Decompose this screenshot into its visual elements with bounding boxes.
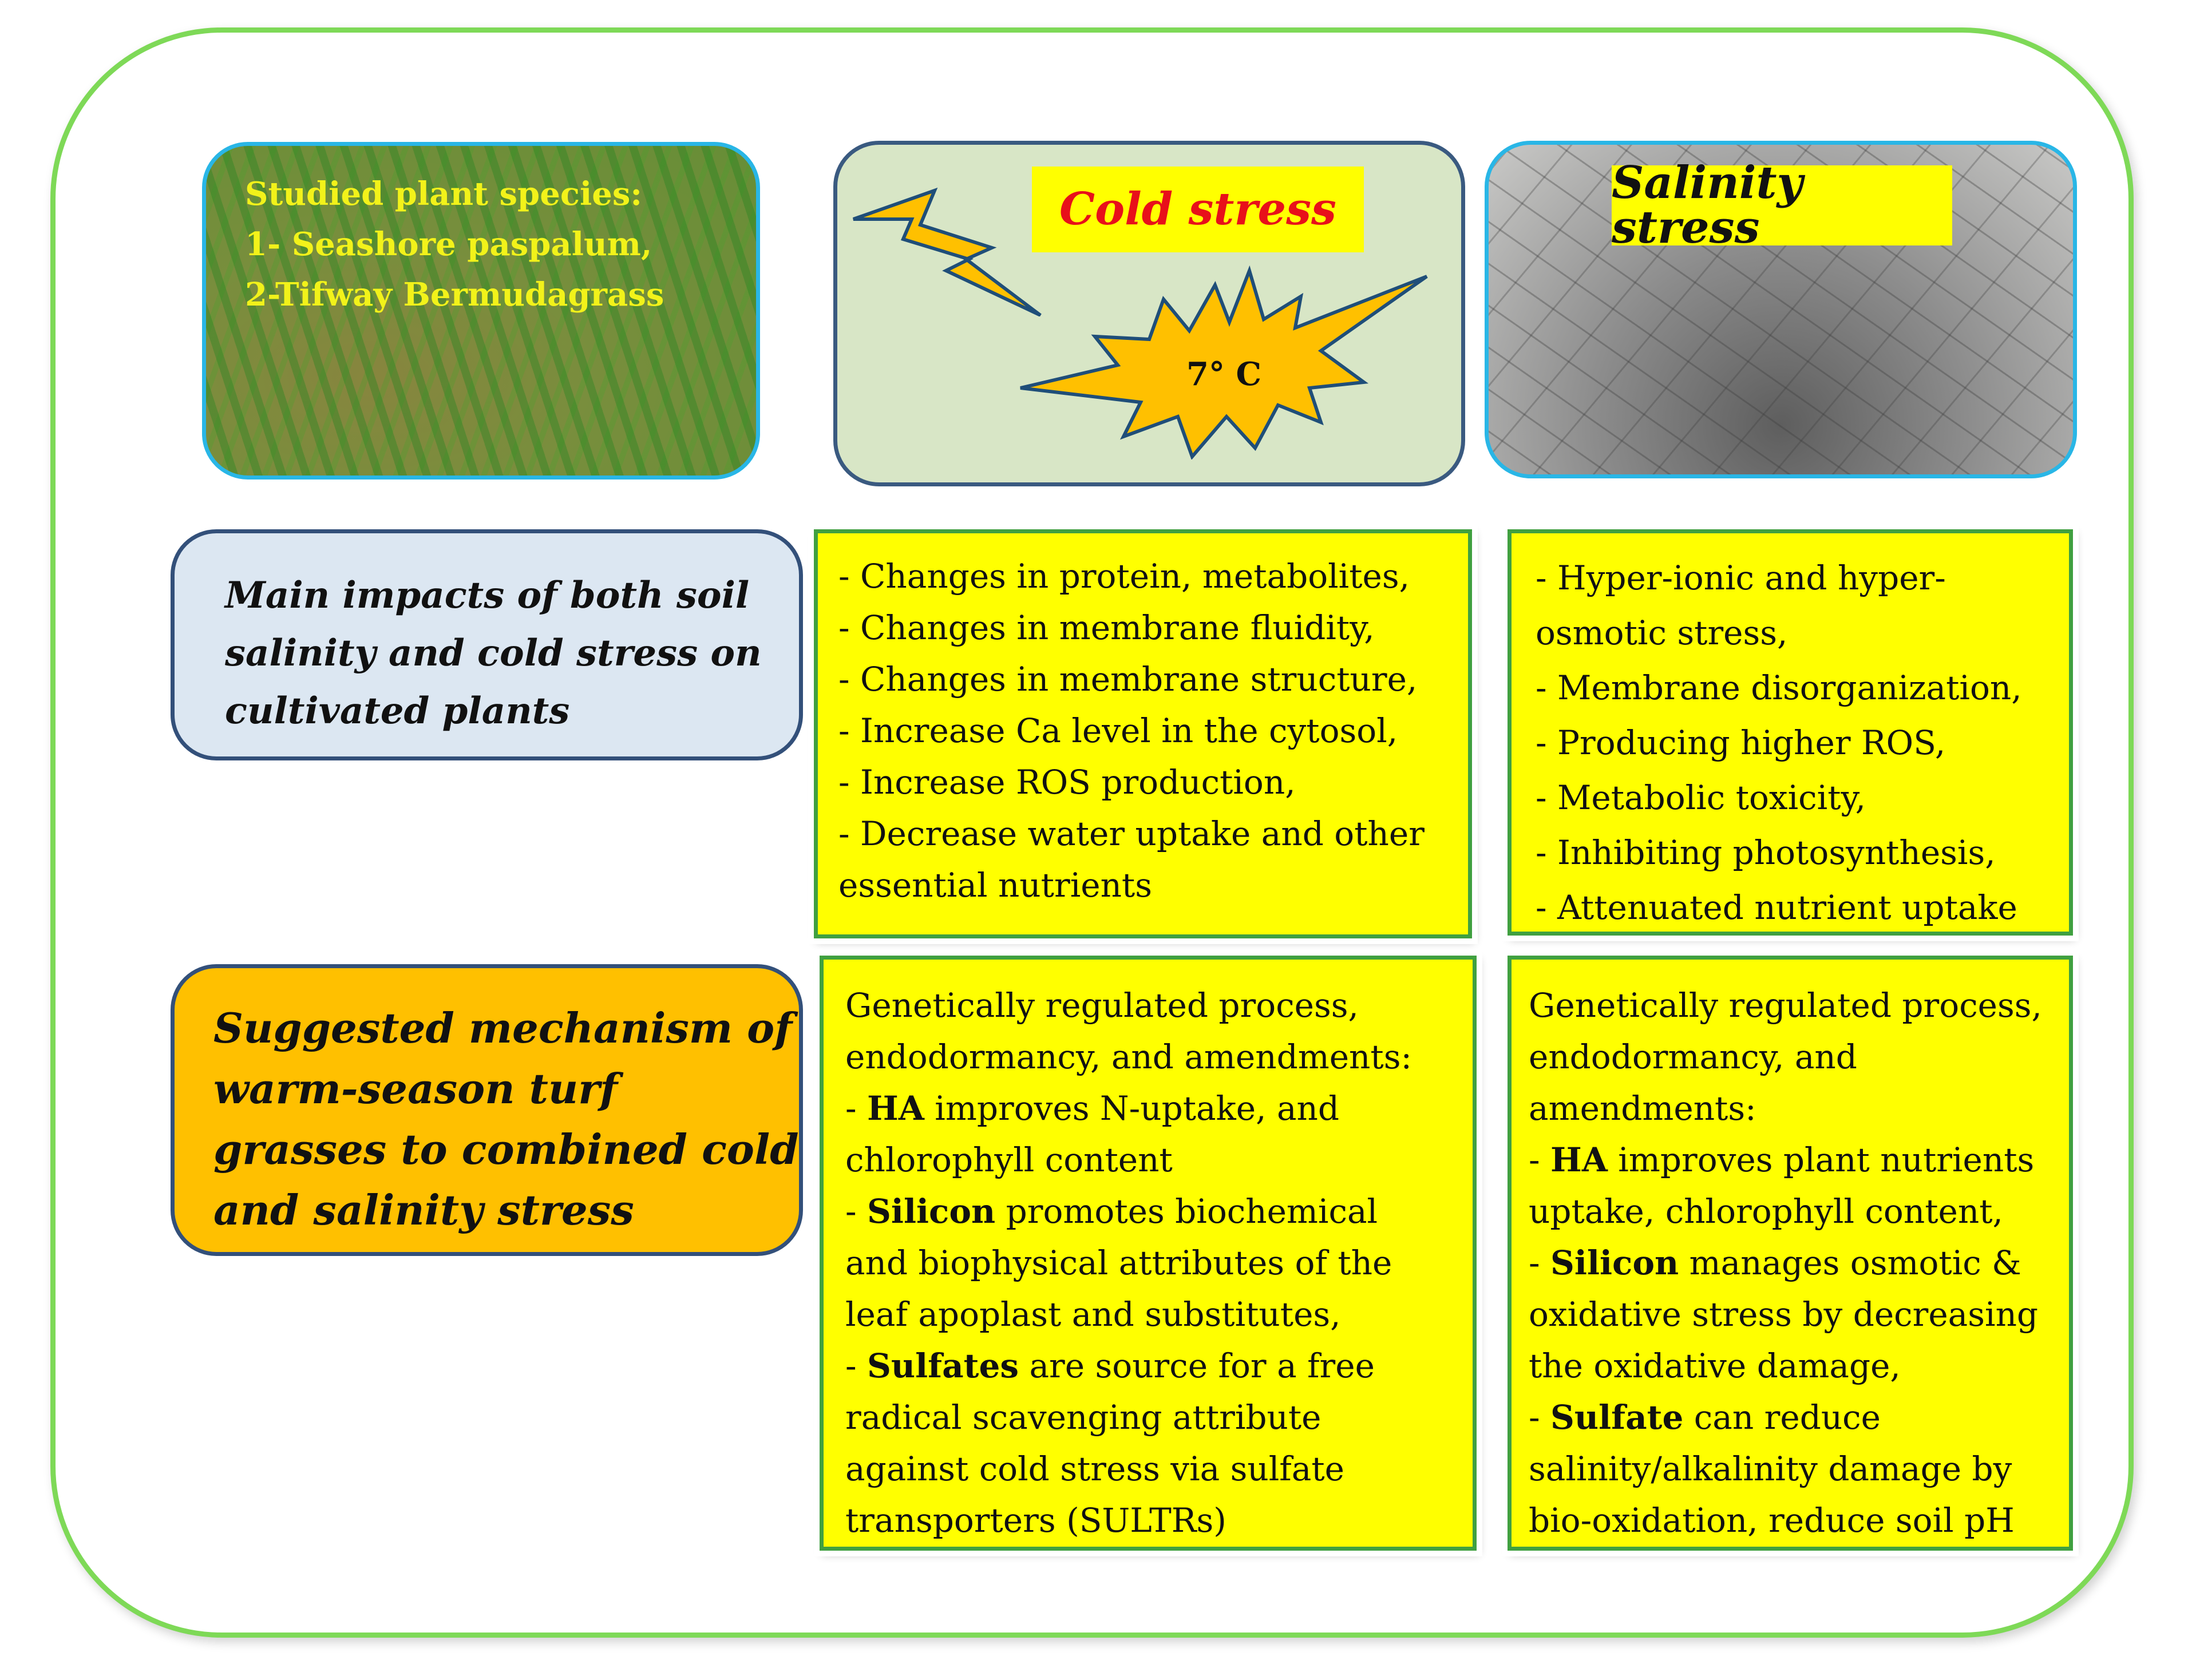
cold-mech-ha-term: HA xyxy=(867,1089,924,1128)
salt-mech-ha-text: improves plant nutrients xyxy=(1607,1140,2035,1179)
cold-impact-item: - Increase ROS production, xyxy=(838,763,1296,802)
impacts-label-line-1: Main impacts of both soil xyxy=(225,574,750,617)
cold-impact-item: - Changes in membrane structure, xyxy=(838,660,1418,699)
species-text xyxy=(245,169,664,320)
salt-mech-su-term: Sulfate xyxy=(1550,1398,1684,1437)
salt-mech-intro-1: Genetically regulated process, xyxy=(1529,986,2042,1025)
salinity-stress-label: Salinity stress xyxy=(1612,165,1952,245)
cold-impacts-box xyxy=(814,529,1472,938)
salt-mech-ha-line-2: uptake, chlorophyll content, xyxy=(1529,1192,2003,1231)
salt-mech-ha-term: HA xyxy=(1550,1140,1608,1179)
salinity-impact-item: - Metabolic toxicity, xyxy=(1536,778,1866,817)
mechanism-label-line-1: Suggested mechanism of xyxy=(213,1004,793,1052)
mechanism-label-line-2: warm-season turf xyxy=(213,1064,618,1113)
cold-mech-su-line: - Sulfates are source for a free xyxy=(845,1346,1375,1385)
salt-mech-si-text: manages osmotic & xyxy=(1679,1243,2021,1282)
salt-mech-su-text: can reduce xyxy=(1683,1398,1881,1437)
temperature-text: 7° C xyxy=(1186,355,1262,393)
salinity-mechanism-box xyxy=(1508,956,2073,1551)
cold-stress-label: Cold stress xyxy=(1032,167,1364,252)
cold-mech-ha-text: improves N-uptake, and xyxy=(924,1089,1340,1128)
impacts-label-line-2: salinity and cold stress on xyxy=(225,632,762,675)
cold-impact-item: - Decrease water uptake and other xyxy=(838,814,1425,853)
cold-mechanism-box xyxy=(820,956,1477,1551)
cold-mech-su-text: are source for a free xyxy=(1019,1346,1375,1385)
salinity-impact-item: - Attenuated nutrient uptake xyxy=(1536,888,2017,927)
salt-mech-intro-2: endodormancy, and xyxy=(1529,1037,1857,1076)
cold-mech-ha-line: - HA improves N-uptake, and xyxy=(845,1089,1340,1128)
cold-mech-intro-1: Genetically regulated process, xyxy=(845,986,1359,1025)
salinity-impact-item: - Producing higher ROS, xyxy=(1536,723,1946,762)
salt-mech-intro-3: amendments: xyxy=(1529,1089,1756,1128)
salt-mech-su-line-2: salinity/alkalinity damage by xyxy=(1529,1449,2012,1488)
cold-mech-su-line-3: against cold stress via sulfate xyxy=(845,1449,1344,1488)
species-item-2: 2-Tifway Bermudagrass xyxy=(245,276,664,314)
salt-mech-su-line-3: bio-oxidation, reduce soil pH xyxy=(1529,1501,2015,1540)
salt-mech-ha-line: - HA improves plant nutrients xyxy=(1529,1140,2035,1179)
species-title: Studied plant species: xyxy=(245,175,643,213)
cold-impact-item: essential nutrients xyxy=(838,866,1152,905)
salt-mech-su-line: - Sulfate can reduce xyxy=(1529,1398,1881,1437)
impacts-label-line-3: cultivated plants xyxy=(225,690,570,732)
starburst-icon xyxy=(1009,265,1433,459)
salinity-impact-item: - Membrane disorganization, xyxy=(1536,668,2022,707)
mechanism-label-line-4: and salinity stress xyxy=(213,1186,634,1234)
cold-mech-si-term: Silicon xyxy=(867,1192,996,1231)
cold-impact-item: - Changes in protein, metabolites, xyxy=(838,557,1410,596)
salt-mech-si-line: - Silicon manages osmotic & xyxy=(1529,1243,2021,1282)
suggested-mechanism-label xyxy=(171,964,803,1256)
salinity-impact-item: - Hyper-ionic and hyper- xyxy=(1536,558,1946,597)
cold-mech-si-text: promotes biochemical xyxy=(995,1192,1378,1231)
grass-photo-panel xyxy=(202,142,760,480)
cold-mech-su-line-2: radical scavenging attribute xyxy=(845,1398,1321,1437)
cold-impact-item: - Increase Ca level in the cytosol, xyxy=(838,711,1398,750)
salinity-photo-panel xyxy=(1485,141,2077,478)
cold-mech-su-line-4: transporters (SULTRs) xyxy=(845,1501,1226,1540)
species-item-1: 1- Seashore paspalum, xyxy=(245,225,652,263)
salinity-impact-item: - Inhibiting photosynthesis, xyxy=(1536,833,1996,872)
cold-mech-intro-2: endodormancy, and amendments: xyxy=(845,1037,1412,1076)
cold-mech-ha-line-2: chlorophyll content xyxy=(845,1140,1173,1179)
salt-mech-si-line-2: oxidative stress by decreasing xyxy=(1529,1295,2039,1334)
salinity-impacts-box xyxy=(1508,529,2073,936)
salinity-impact-item: osmotic stress, xyxy=(1536,613,1788,652)
cold-mech-si-line-2: and biophysical attributes of the xyxy=(845,1243,1392,1282)
cold-mech-su-term: Sulfates xyxy=(867,1346,1019,1385)
cold-stress-panel xyxy=(833,141,1465,486)
salt-mech-si-term: Silicon xyxy=(1550,1243,1679,1282)
main-impacts-label xyxy=(171,529,803,760)
salt-mech-si-line-3: the oxidative damage, xyxy=(1529,1346,1901,1385)
mechanism-label-line-3: grasses to combined cold xyxy=(213,1125,799,1174)
cold-mech-si-line-3: leaf apoplast and substitutes, xyxy=(845,1295,1341,1334)
cold-impact-item: - Changes in membrane fluidity, xyxy=(838,608,1375,647)
cold-mech-si-line: - Silicon promotes biochemical xyxy=(845,1192,1378,1231)
